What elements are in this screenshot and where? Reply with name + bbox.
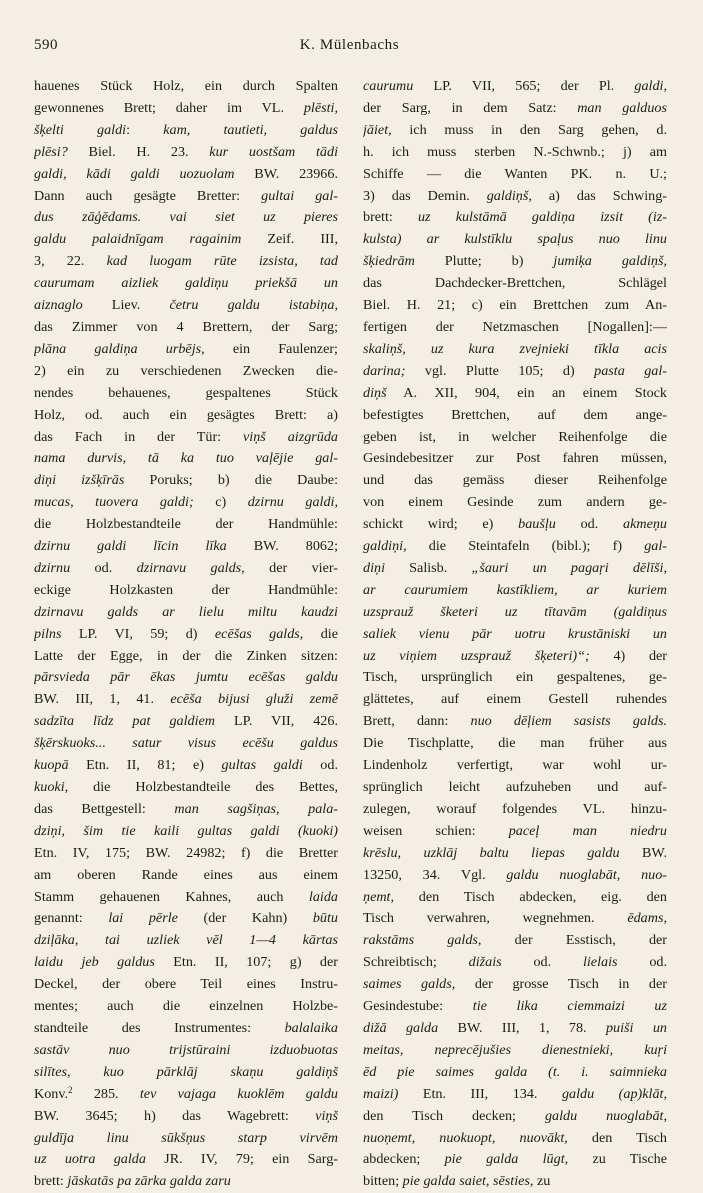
- text-line: šķērskuoks... satur visus ecēšu galdus: [34, 735, 338, 752]
- text-line: genannt: lai pērle (der Kahn) būtu: [34, 910, 338, 927]
- text-line: Biel. H. 21; c) ein Brettchen zum An-: [363, 297, 667, 314]
- text-line: jāiet, ich muss in den Sarg gehen, d.: [363, 121, 667, 138]
- text-line: rakstāms galds, der Esstisch, der: [363, 932, 667, 949]
- text-line: geben ist, in welcher Reihenfolge die: [363, 428, 667, 445]
- text-line: 3, 22. kad luogam rūte izsista, tad: [34, 253, 338, 270]
- text-line: uzsprauž šketeri uz tītavām (galdiņus: [363, 603, 667, 620]
- right-text-column: [363, 76, 667, 1193]
- text-line: plēsi? Biel. H. 23. kur uostšam tādi: [34, 143, 338, 160]
- text-line: befestigtes Brettchen, auf dem ange-: [363, 406, 667, 423]
- text-line: diņš A. XII, 904, ein an einem Stock: [363, 384, 667, 401]
- text-line: das Dachdecker-Brettchen, Schlägel: [363, 275, 667, 292]
- text-line: dzirnu galdi līcin līka BW. 8062;: [34, 538, 338, 555]
- text-line: dižā galda BW. III, 1, 78. puiši un: [363, 1019, 667, 1036]
- text-line: nendes behauenes, gespaltenes Stück: [34, 384, 338, 401]
- text-line: Gesindestube: tie lika ciemmaizi uz: [363, 998, 667, 1015]
- text-line: Stamm gehauenen Kahnes, auch laida: [34, 888, 338, 905]
- text-line: das Bettgestell: man sagšiņas, pala-: [34, 800, 338, 817]
- text-line: abdecken; pie galda lūgt, zu Tische: [363, 1151, 667, 1168]
- text-line: diņi Salisb. „šauri un pagaŗi dēlīši,: [363, 559, 667, 576]
- text-line: uz uotra galda JR. IV, 79; ein Sarg-: [34, 1151, 338, 1168]
- page-header: [34, 34, 665, 56]
- text-line: Deckel, der obere Teil eines Instru-: [34, 976, 338, 993]
- text-line: die Holzbestandteile der Handmühle:: [34, 516, 338, 533]
- text-line: šķelti galdi: kam, tautieti, galdus: [34, 121, 338, 138]
- text-line: Lindenholz verfertigt, war wohl ur-: [363, 757, 667, 774]
- text-line: Die Tischplatte, die man früher aus: [363, 735, 667, 752]
- text-line: saimes galds, der grosse Tisch in der: [363, 976, 667, 993]
- text-line: dzirnavu galds ar lielu miltu kaudzi: [34, 603, 338, 620]
- text-line: galdu palaidnīgam ragainim Zeif. III,: [34, 231, 338, 248]
- text-line: mentes; auch die einzelnen Holzbe-: [34, 998, 338, 1015]
- text-line: dziņi, šim tie kaili gultas galdi (kuoki): [34, 822, 338, 839]
- text-line: kuopā Etn. II, 81; e) gultas galdi od.: [34, 757, 338, 774]
- text-line: darina; vgl. Plutte 105; d) pasta gal-: [363, 362, 667, 379]
- text-line: aiznaglo Liev. četru galdu istabiņa,: [34, 297, 338, 314]
- text-line: laidu jeb galdus Etn. II, 107; g) der: [34, 954, 338, 971]
- text-line: sastāv nuo trijstūraini izduobuotas: [34, 1041, 338, 1058]
- text-line: silītes, kuo pārklāj skaņu galdiņš: [34, 1063, 338, 1080]
- text-line: 2) ein zu verschiedenen Zwecken die-: [34, 362, 338, 379]
- text-line: dzirnu od. dzirnavu galds, der vier-: [34, 559, 338, 576]
- text-line: zulegen, worauf folgendes VL. hinzu-: [363, 800, 667, 817]
- text-line: ēd pie saimes galda (t. i. saimnieka: [363, 1063, 667, 1080]
- text-line: Tisch, ursprünglich ein gespaltenes, ge-: [363, 669, 667, 686]
- text-line: ņemt, den Tisch abdecken, eig. den: [363, 888, 667, 905]
- text-line: meitas, neprecējušies dienestnieki, kuŗi: [363, 1041, 667, 1058]
- text-line: Konv.$^2$ 285. tev vajaga kuoklēm galdu: [34, 1084, 338, 1102]
- text-line: nama durvis, tā ka tuo vaļējie gal-: [34, 450, 338, 467]
- text-line: 13250, 34. Vgl. galdu nuoglabāt, nuo-: [363, 866, 667, 883]
- text-line: Tisch verwahren, wegnehmen. ēdams,: [363, 910, 667, 927]
- text-line: BW. 3645; h) das Wagebrett: viņš: [34, 1107, 338, 1124]
- text-line: maizi) Etn. III, 134. galdu (ap)klāt,: [363, 1085, 667, 1102]
- text-line: Gesindebesitzer zur Post fahren müssen,: [363, 450, 667, 467]
- text-line: caurumam aizliek galdiņu priekšā un: [34, 275, 338, 292]
- text-line: schickt wird; e) baušļu od. akmeņu: [363, 516, 667, 533]
- text-line: sprünglich leicht aufzuheben und auf-: [363, 779, 667, 795]
- text-line: Etn. IV, 175; BW. 24982; f) die Bretter: [34, 844, 338, 861]
- text-line: standteile des Instrumentes: balalaika: [34, 1019, 338, 1036]
- text-line: 3) das Demin. galdiņš, a) das Schwing-: [363, 187, 667, 204]
- text-line: sadzīta līdz pat galdiem LP. VII, 426.: [34, 713, 338, 730]
- text-line: kulsta) ar kulstīklu spaļus nuo linu: [363, 231, 667, 248]
- text-line: das Fach in der Tür: viņš aizgrūda: [34, 428, 338, 445]
- text-line: gewonnenes Brett; daher im VL. plēsti,: [34, 99, 338, 116]
- text-line: am oberen Rande eines aus einem: [34, 866, 338, 883]
- text-line: mucas, tuovera galdi; c) dzirnu galdi,: [34, 494, 338, 511]
- text-line: ar caurumiem kastīkliem, ar kuriem: [363, 581, 667, 598]
- text-line: weisen schien: paceļ man niedru: [363, 822, 667, 839]
- text-line: von einem Gesinde zum andern ge-: [363, 494, 667, 511]
- text-line: krēslu, uzklāj baltu liepas galdu BW.: [363, 844, 667, 861]
- running-head-author: K. Mülenbachs: [299, 37, 400, 53]
- text-line: Holz, od. auch ein gesägtes Brett: a): [34, 406, 338, 423]
- text-line: kuoki, die Holzbestandteile des Bettes,: [34, 779, 338, 795]
- text-line: brett: uz kulstāmā galdiņa izsit (iz-: [363, 209, 667, 226]
- text-line: fertigen der Netzmaschen [Nogallen]:—: [363, 318, 667, 335]
- text-line: skaliņš, uz kura zvejnieki tīkla acis: [363, 340, 667, 357]
- text-line: Schiffe — die Wanten PK. n. U.;: [363, 165, 667, 182]
- left-text-column: [34, 76, 338, 1193]
- text-line: und das gemäss dieser Reihenfolge: [363, 472, 667, 489]
- text-line: der Sarg, in dem Satz: man galduos: [363, 99, 667, 116]
- text-line: dziļāka, tai uzliek vēl 1—4 kārtas: [34, 932, 338, 949]
- text-line: galdiņi, die Steintafeln (bibl.); f) gal-: [363, 538, 667, 555]
- text-line: caurumu LP. VII, 565; der Pl. galdi,: [363, 78, 667, 94]
- text-line: pārsvieda pār ēkas jumtu ecēšas galdu: [34, 669, 338, 686]
- text-line: nuoņemt, nuokuopt, nuovākt, den Tisch: [363, 1129, 667, 1146]
- text-line: guldīja linu sūkšņus starp virvēm: [34, 1129, 338, 1146]
- text-line: pilns LP. VI, 59; d) ecēšas galds, die: [34, 625, 338, 642]
- text-line: saliek vienu pār uotru krustāniski un: [363, 625, 667, 642]
- text-line: bitten; pie galda saiet, sēsties, zu: [363, 1173, 551, 1190]
- text-line: glättetes, auf einem Gestell ruhendes: [363, 691, 667, 708]
- text-line: BW. III, 1, 41. ecēša bijusi gluži zemē: [34, 691, 338, 708]
- text-line: šķiedrām Plutte; b) jumiķa galdiņš,: [363, 253, 667, 270]
- text-line: plāna galdiņa urbējs, ein Faulenzer;: [34, 340, 338, 357]
- text-line: eckige Holzkasten der Handmühle:: [34, 581, 338, 598]
- page-number: 590: [34, 37, 58, 53]
- text-line: Latte der Egge, in der die Zinken sitzen:: [34, 647, 338, 664]
- text-line: brett: jāskatās pa zārka galda zaru: [34, 1173, 231, 1190]
- text-line: hauenes Stück Holz, ein durch Spalten: [34, 78, 338, 94]
- text-line: diņi izšķīrās Poruks; b) die Daube:: [34, 472, 338, 489]
- text-line: Schreibtisch; dižais od. lielais od.: [363, 954, 667, 971]
- text-line: den Tisch decken; galdu nuoglabāt,: [363, 1107, 667, 1124]
- text-line: uz viņiem uzsprauž šķeteri)“; 4) der: [363, 647, 667, 664]
- text-line: galdi, kādi galdi uozuolam BW. 23966.: [34, 165, 338, 182]
- text-line: das Zimmer von 4 Brettern, der Sarg;: [34, 318, 338, 335]
- text-line: Dann auch gesägte Bretter: gultai gal-: [34, 187, 338, 204]
- text-line: h. ich muss sterben N.-Schwnb.; j) am: [363, 143, 667, 160]
- text-line: dus zāģēdams. vai siet uz pieres: [34, 209, 338, 226]
- text-line: Brett, dann: nuo dēļiem sasists galds.: [363, 713, 667, 730]
